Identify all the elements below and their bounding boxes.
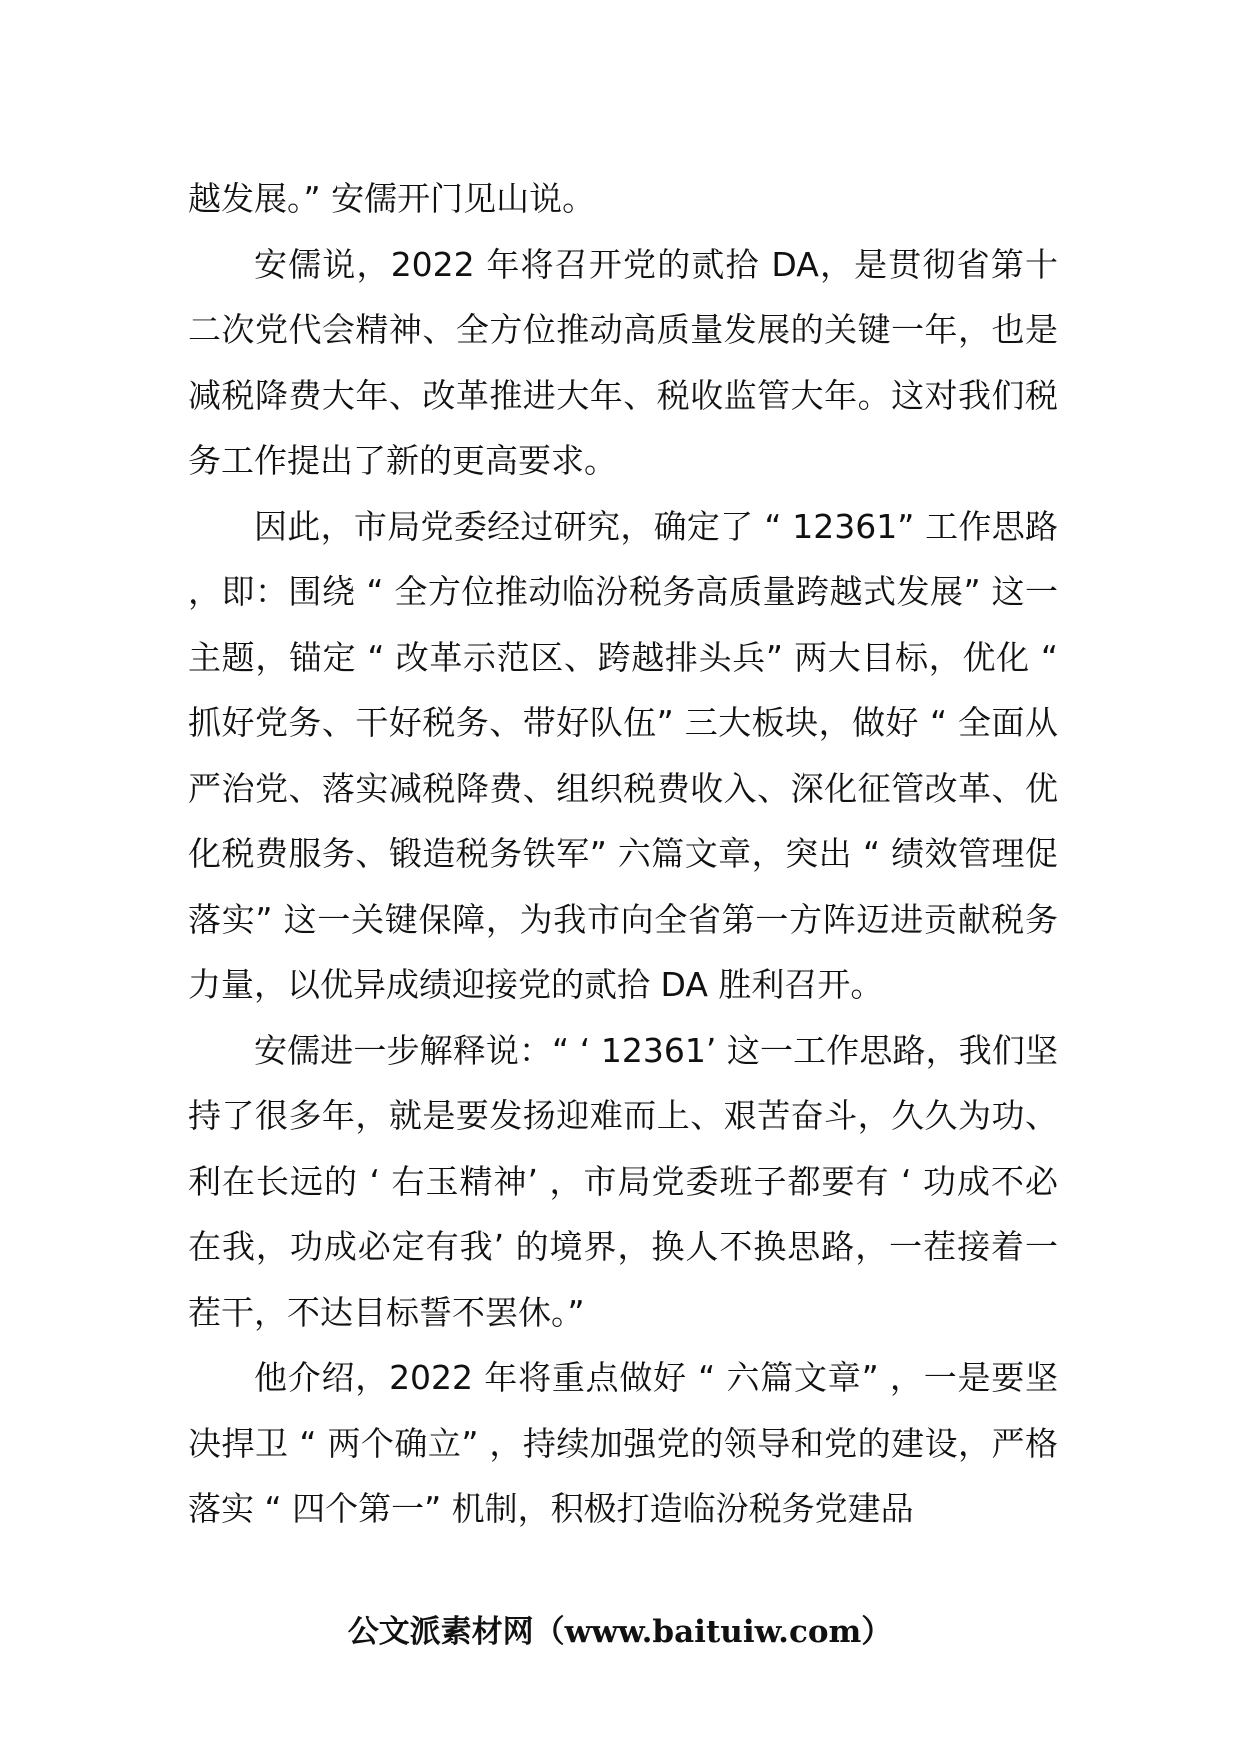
- footer-watermark: 公文派素材网（www.baituiw.com）: [347, 1614, 893, 1650]
- paragraph-continuation: 越发展。” 安儒开门见山说。: [188, 179, 596, 218]
- paragraph: 安儒说，2022 年将召开党的贰拾 DA，是贯彻省第十二次党代会精神、全方位推动高质量发展的关键一年，也是减税降费大年、改革推进大年、税收监管大年。这对我们税务工作提出了新的更高要求。: [188, 244, 1058, 480]
- paragraph: 因此，市局党委经过研究，确定了 “ 12361” 工作思路，即：围绕 “ 全方位推动临汾税务高质量跨越式发展” 这一主题，锚定 “ 改革示范区、跨越排头兵” 两大目标，优化 “ 抓好党务、干好税务、带好队伍” 三大板块，做好 “ 全面从严治党、落实减税降费、组织税费收入、深化征管改革、优化税费服务、锻造税务铁军” 六篇文章，突出 “ 绩效管理促落实” 这一关键保障，为我市向全省第一方阵迈进贡献税务力量，以优异成绩迎接党的贰拾 DA 胜利召开。: [188, 506, 1058, 1004]
- paragraph: 安儒进一步解释说：“ ‘ 12361’ 这一工作思路，我们坚持了很多年，就是要发扬迎难而上、艰苦奋斗，久久为功、利在长远的 ‘ 右玉精神’ ，市局党委班子都要有 ‘ 功成不必在我，功成必定有我’ 的境界，换人不换思路，一茬接着一茬干，不达目标誓不罢休。”: [188, 1030, 1058, 1332]
- paragraph: 他介绍，2022 年将重点做好 “ 六篇文章” ，一是要坚决捍卫 “ 两个确立” ，持续加强党的领导和党的建设，严格落实 “ 四个第一” 机制，积极打造临汾税务党建品: [188, 1358, 1058, 1528]
- document-body: [188, 166, 1058, 1542]
